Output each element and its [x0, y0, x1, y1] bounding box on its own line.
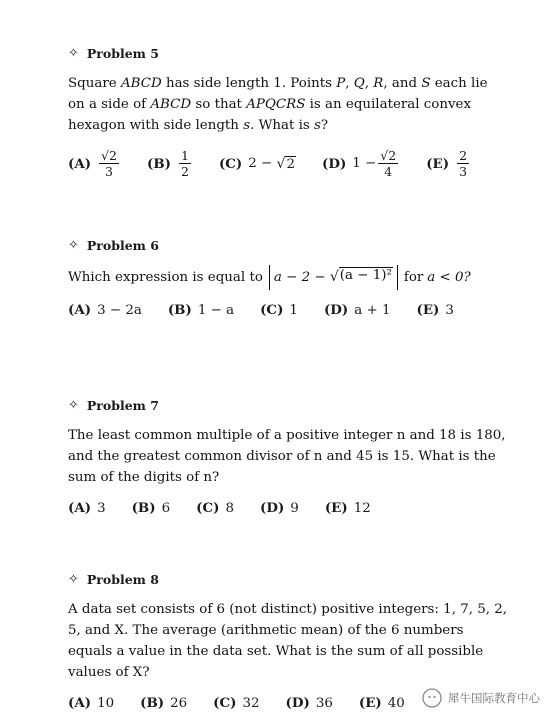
choice-b: (B) 6 — [131, 500, 171, 516]
star-icon: ✧ — [68, 398, 79, 413]
answer-choices — [68, 148, 508, 179]
watermark-text: 犀牛国际教育中心 — [448, 691, 540, 705]
problem-text: The least common multiple of a positive integer n and 18 is 180, and the greatest common divisor of n and 45 is 15. What is the sum of the digits of n? — [68, 428, 506, 485]
choice-b: (B) 1 − a — [167, 302, 235, 318]
wechat-icon — [422, 688, 442, 708]
answer-choices — [68, 500, 508, 516]
problem-title: Problem 8 — [86, 572, 159, 587]
choice-a: (A) 10 — [68, 695, 115, 711]
choice-c: (C) 1 — [260, 302, 298, 318]
problem-text: Which expression is equal to a − 2 − √ (a − 1)² for a < 0? — [68, 265, 508, 290]
choice-e: (E) 40 — [358, 695, 405, 711]
problem-header — [68, 572, 508, 587]
choice-c: (C) 32 — [213, 695, 260, 711]
answer-choices — [68, 302, 508, 318]
problem-text: Square ABCD has side length 1. Points P, Q, R, and S each lie on a side of ABCD so that APQCRS is an equilateral convex hexagon with side length s. What is s? — [68, 76, 488, 133]
choice-d: (D) a + 1 — [323, 302, 391, 318]
problem-title: Problem 6 — [86, 238, 159, 253]
problem-5 — [68, 46, 508, 179]
problem-header — [68, 46, 508, 61]
choice-a: (A) 3 — [68, 500, 106, 516]
problem-title: Problem 7 — [86, 398, 159, 413]
star-icon: ✧ — [68, 572, 79, 587]
choice-e: (E) 12 — [324, 500, 371, 516]
choice-b: (B) $\frac{1}{2}$ — [146, 148, 189, 179]
problem-6 — [68, 238, 508, 318]
problem-7 — [68, 398, 508, 516]
choice-e: (E) $\frac{2}{3}$ — [426, 148, 468, 179]
absolute-value-expression: a − 2 − √ (a − 1)² — [269, 265, 398, 290]
problem-header — [68, 398, 508, 413]
choice-d: (D) 9 — [260, 500, 299, 516]
choice-a: (A) 3 − 2a — [68, 302, 142, 318]
star-icon: ✧ — [68, 46, 79, 61]
choice-b: (B) 26 — [140, 695, 188, 711]
watermark — [422, 688, 540, 708]
problem-title: Problem 5 — [86, 46, 159, 61]
star-icon: ✧ — [68, 238, 79, 253]
choice-e: (E) 3 — [416, 302, 454, 318]
choice-d: (D) 1 − $\frac{√2}{4}$ — [322, 148, 397, 179]
problem-text: A data set consists of 6 (not distinct) positive integers: 1, 7, 5, 2, 5, and X. The average (arithmetic mean) of the 6 numbers equals a value in the data set. What is the sum of all possible values of X? — [68, 602, 508, 680]
choice-c: (C) 8 — [196, 500, 234, 516]
choice-d: (D) 36 — [285, 695, 333, 711]
problem-header — [68, 238, 508, 253]
choice-c: (C) 2 − √ 2 — [218, 155, 295, 172]
choice-a: (A) $\frac{√2}{3}$ — [68, 148, 117, 179]
